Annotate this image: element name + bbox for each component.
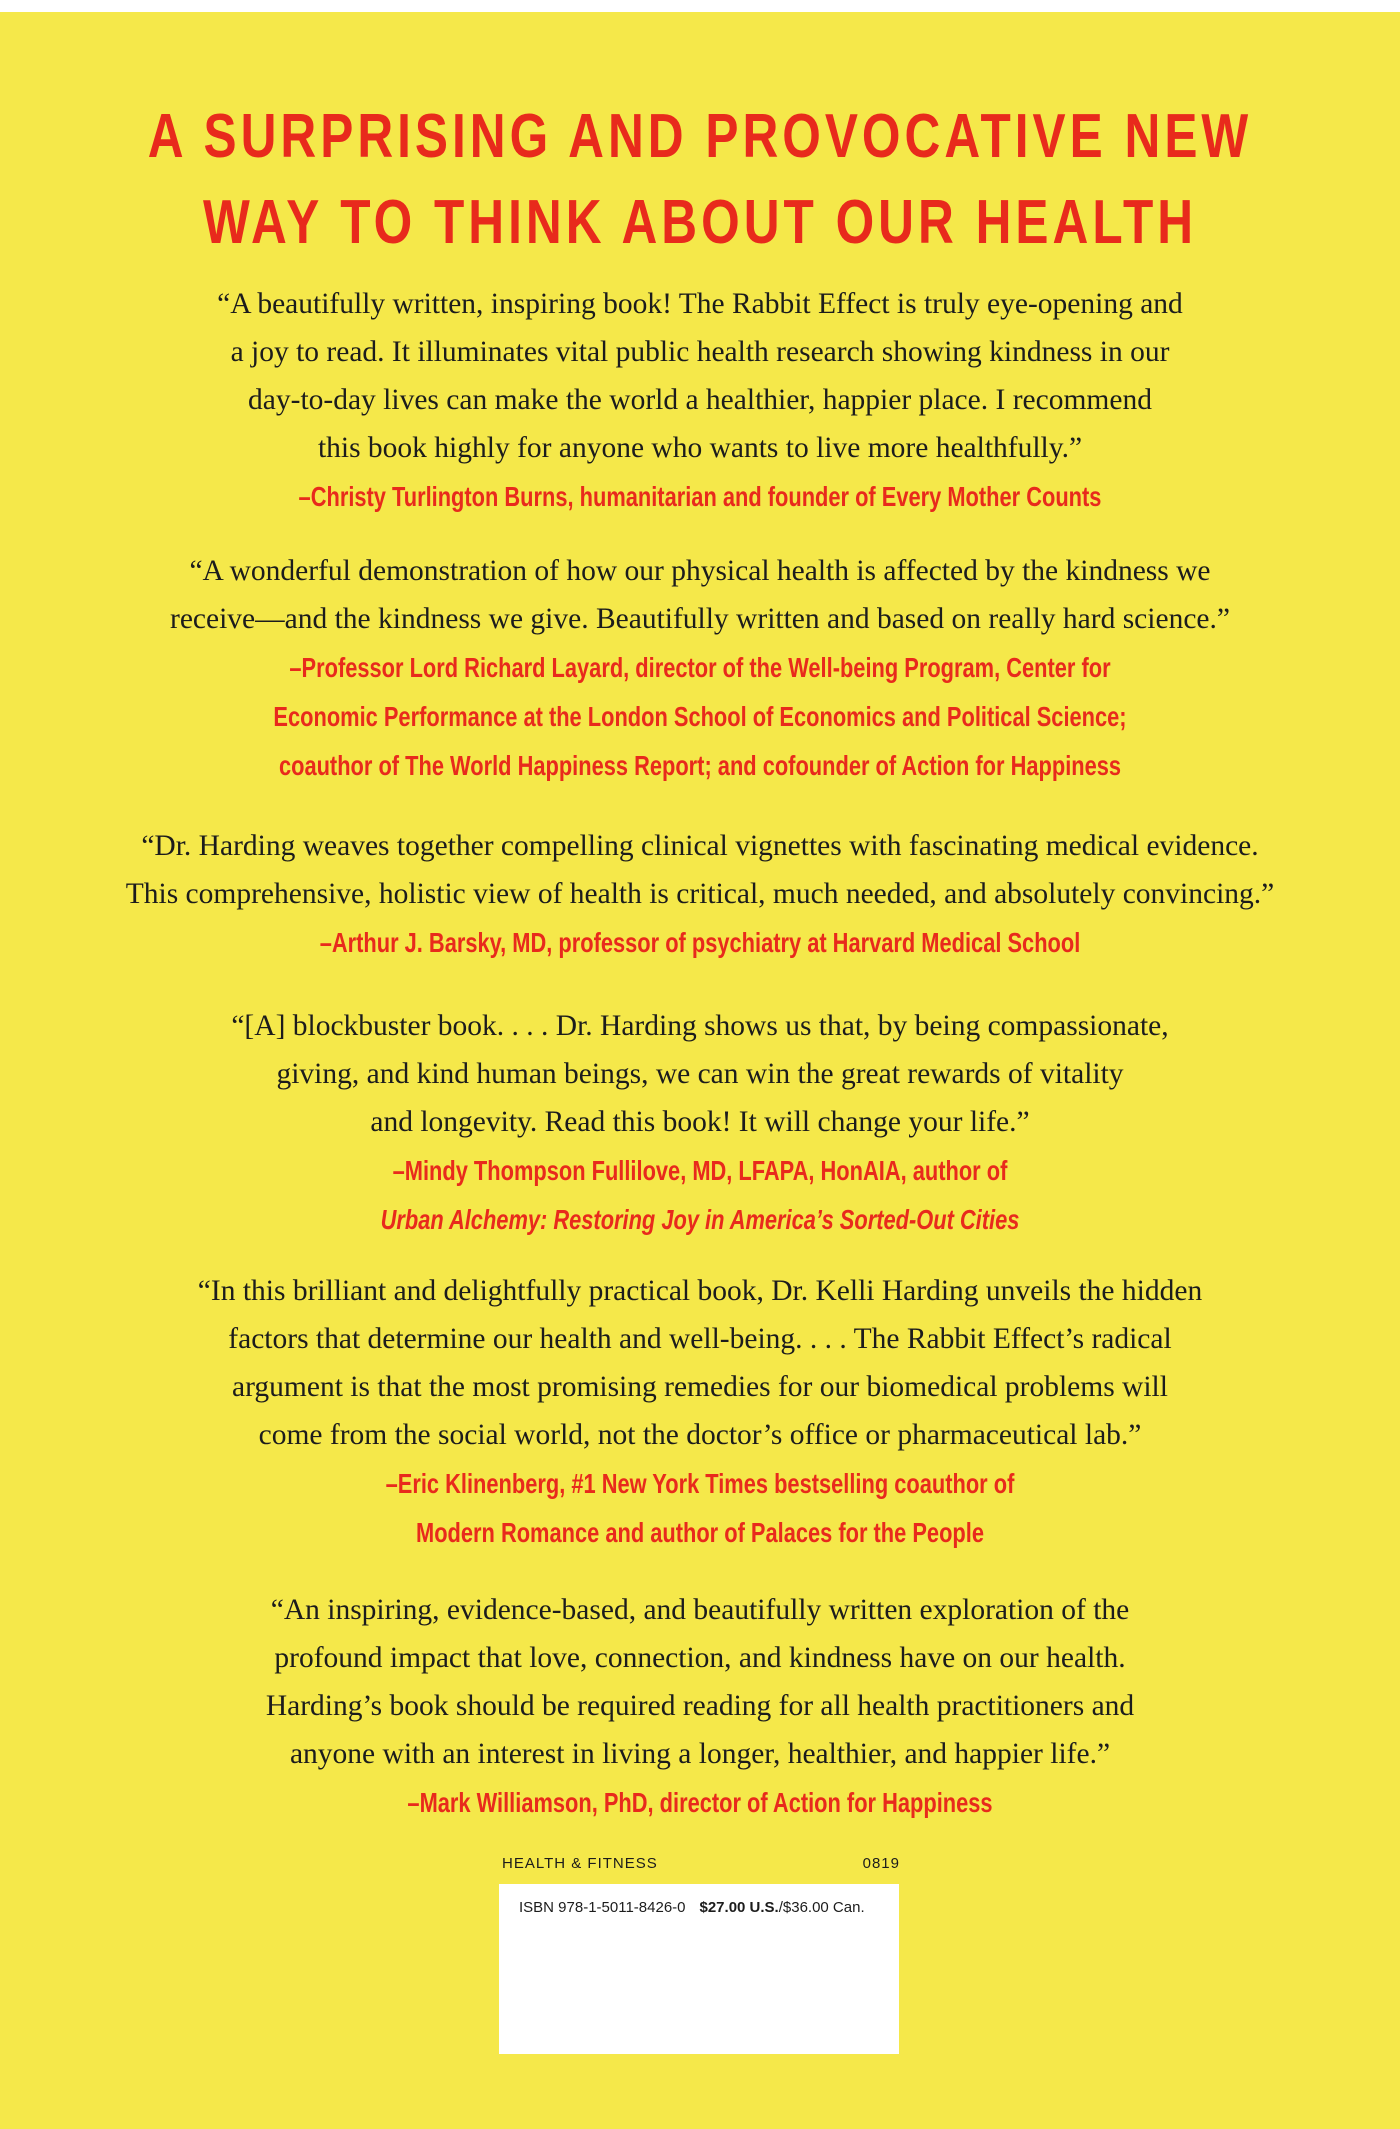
- quote-text: [0, 547, 1400, 643]
- quote-line: This comprehensive, holistic view of health is critical, much needed, and absolutely convincing.”: [125, 878, 1275, 910]
- attribution-line: coauthor of The World Happiness Report; and cofounder of Action for Happiness: [278, 750, 1122, 781]
- attribution-line: –Mindy Thompson Fullilove, MD, LFAPA, HonAIA, author of: [392, 1155, 1008, 1186]
- attribution-line: –Christy Turlington Burns, humanitarian and founder of Every Mother Counts: [298, 481, 1102, 512]
- quote-line: “Dr. Harding weaves together compelling clinical vignettes with fascinating medical evidence.: [141, 830, 1259, 862]
- attribution-line: Modern Romance and author of Palaces for the People: [416, 1517, 984, 1548]
- quote-attribution: [154, 918, 1246, 967]
- quote-line: giving, and kind human beings, we can win the great rewards of vitality: [276, 1058, 1124, 1090]
- quote-line: Harding’s book should be required reading for all health practitioners and: [265, 1690, 1135, 1722]
- print-code: 0819: [862, 1855, 900, 1872]
- blurb-quote: [0, 280, 1400, 521]
- quote-text: [0, 1267, 1400, 1459]
- blurb-quote: [0, 1267, 1400, 1557]
- isbn-price-line: [519, 1899, 889, 1916]
- quote-line: a joy to read. It illuminates vital public health research showing kindness in our: [230, 336, 1170, 368]
- quote-attribution: [154, 1778, 1246, 1827]
- headline-line: WAY TO THINK ABOUT OUR HEALTH: [202, 188, 1198, 257]
- blurb-quote: [0, 547, 1400, 790]
- headline-line: A SURPRISING AND PROVOCATIVE NEW: [147, 102, 1253, 171]
- quote-line: “An inspiring, evidence-based, and beautifully written exploration of the: [270, 1594, 1130, 1626]
- quote-line: anyone with an interest in living a longer, healthier, and happier life.”: [289, 1738, 1111, 1770]
- attribution-line: –Eric Klinenberg, #1 New York Times bestselling coauthor of: [385, 1468, 1015, 1499]
- quote-line: “A beautifully written, inspiring book! The Rabbit Effect is truly eye-opening and: [217, 288, 1183, 320]
- quote-line: factors that determine our health and well-being. . . . The Rabbit Effect’s radical: [228, 1323, 1172, 1355]
- quote-attribution: [154, 472, 1246, 521]
- quote-text: [0, 280, 1400, 472]
- book-category: HEALTH & FITNESS: [502, 1855, 658, 1872]
- quote-text: [0, 1002, 1400, 1146]
- quote-text: [0, 1586, 1400, 1778]
- headline: [140, 94, 1260, 266]
- attribution-line: Urban Alchemy: Restoring Joy in America’s Sorted-Out Cities: [380, 1204, 1020, 1235]
- attribution-line: –Arthur J. Barsky, MD, professor of psychiatry at Harvard Medical School: [319, 927, 1081, 958]
- quote-attribution: [154, 643, 1246, 790]
- quote-attribution: [154, 1146, 1246, 1244]
- blurb-quote: [0, 1002, 1400, 1244]
- quote-line: argument is that the most promising remedies for our biomedical problems will: [232, 1371, 1168, 1403]
- attribution-line: Economic Performance at the London School of Economics and Political Science;: [273, 701, 1127, 732]
- quote-line: day-to-day lives can make the world a healthier, happier place. I recommend: [248, 384, 1152, 416]
- blurb-quote: [0, 1586, 1400, 1827]
- isbn: ISBN 978-1-5011-8426-0: [519, 1899, 686, 1916]
- attribution-line: –Mark Williamson, PhD, director of Action for Happiness: [407, 1787, 993, 1818]
- attribution-line: –Professor Lord Richard Layard, director of the Well-being Program, Center for: [289, 652, 1111, 683]
- quote-text: [0, 822, 1400, 918]
- quote-line: “A wonderful demonstration of how our physical health is affected by the kindness we: [189, 555, 1211, 587]
- quote-line: “[A] blockbuster book. . . . Dr. Harding shows us that, by being compassionate,: [231, 1010, 1169, 1042]
- barcode-box: [499, 1884, 899, 2054]
- quote-line: “In this brilliant and delightfully practical book, Dr. Kelli Harding unveils the hidden: [197, 1275, 1203, 1307]
- quote-line: come from the social world, not the doctor’s office or pharmaceutical lab.”: [258, 1419, 1142, 1451]
- blurb-quote: [0, 822, 1400, 967]
- quote-line: this book highly for anyone who wants to live more healthfully.”: [317, 432, 1083, 464]
- quote-line: and longevity. Read this book! It will change your life.”: [370, 1106, 1030, 1138]
- quote-line: profound impact that love, connection, and kindness have on our health.: [274, 1642, 1126, 1674]
- quote-line: receive—and the kindness we give. Beautifully written and based on really hard science.”: [170, 603, 1230, 635]
- quote-attribution: [154, 1459, 1246, 1557]
- price-us: $27.00 U.S.: [699, 1899, 779, 1916]
- price-can: /$36.00 Can.: [778, 1899, 865, 1916]
